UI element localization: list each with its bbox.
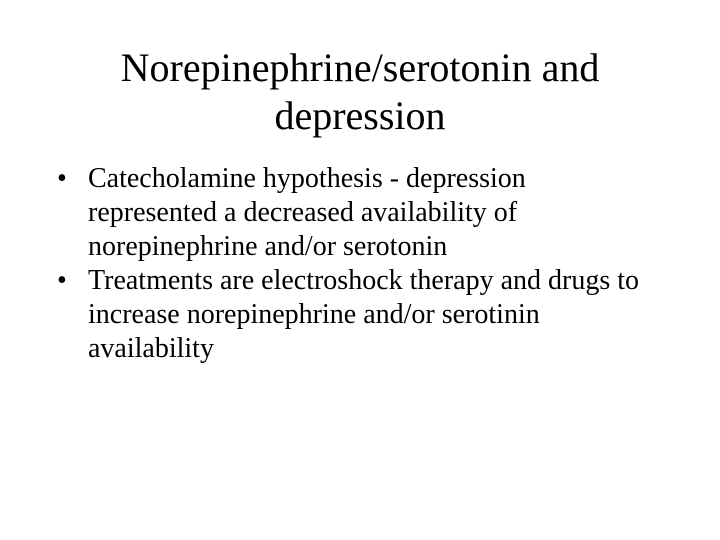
bullet-item (57, 264, 657, 366)
bullet-point-icon: • (57, 163, 67, 194)
bullet-item (57, 162, 657, 264)
bullet-list (57, 162, 657, 366)
bullet-text: Catecholamine hypothesis - depression represented a decreased availability of norepinephrine and/or serotonin (88, 163, 526, 262)
bullet-point-icon: • (57, 265, 67, 296)
slide-title: Norepinephrine/serotonin and depression (120, 45, 600, 138)
bullet-text: Treatments are electroshock therapy and drugs to increase norepinephrine and/or serotinin availability (88, 265, 640, 364)
